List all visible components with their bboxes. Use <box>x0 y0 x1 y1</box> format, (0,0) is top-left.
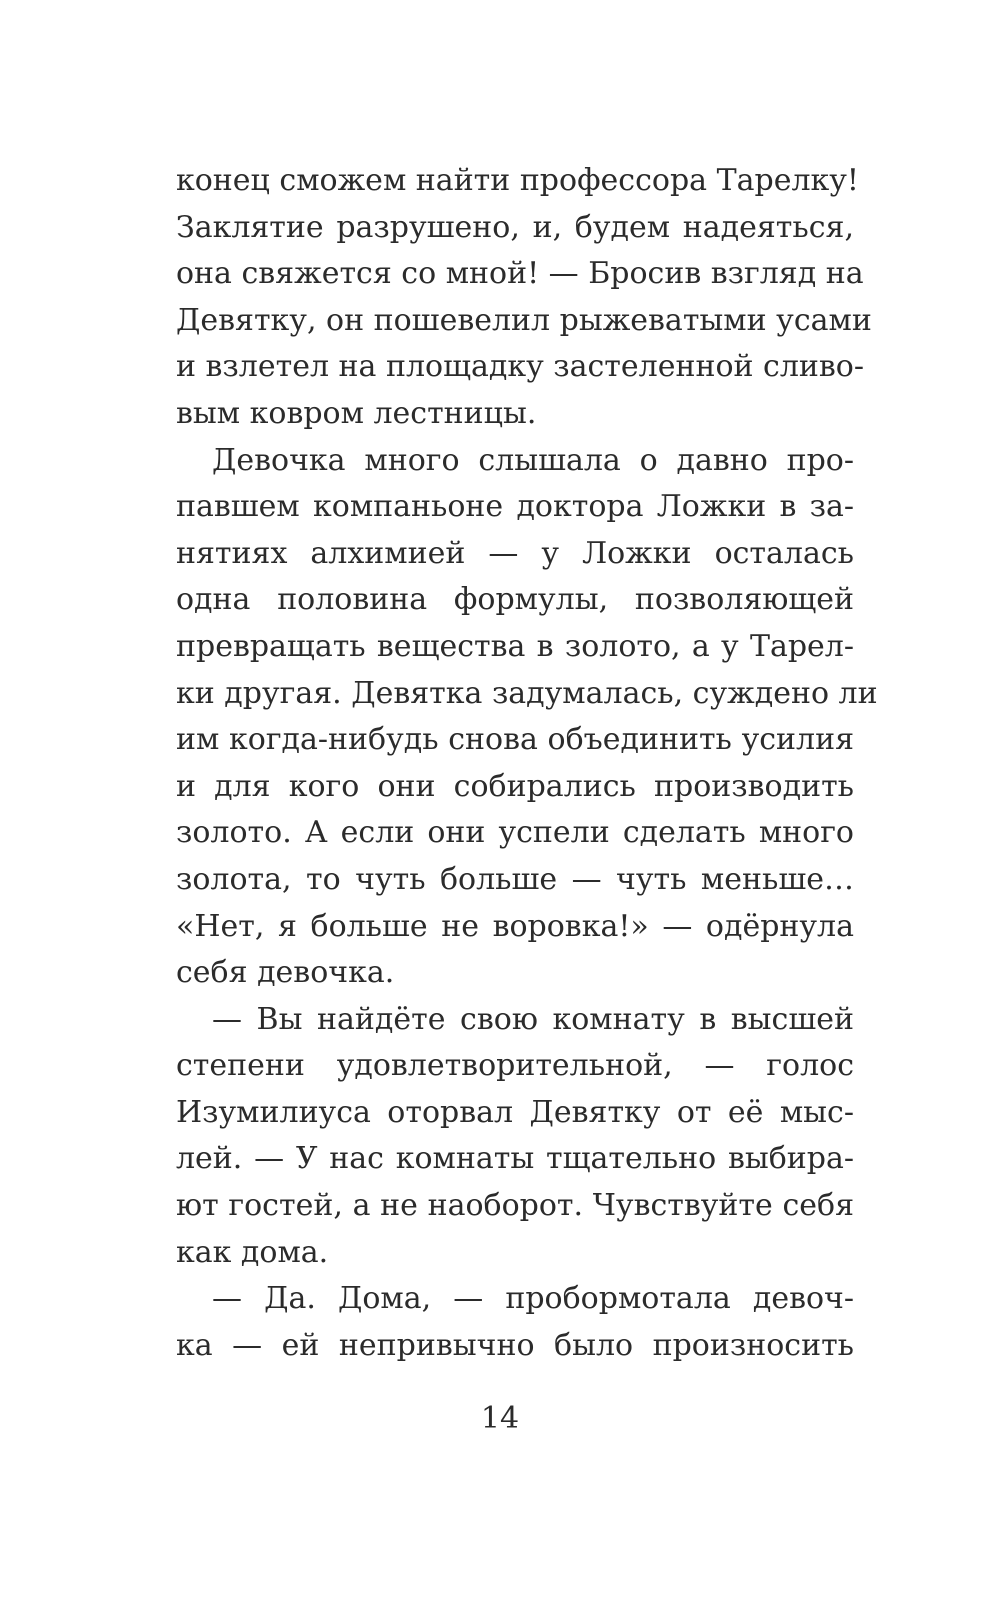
text-line: им когда-нибудь снова объединить усилия <box>176 722 854 758</box>
text-line: и взлетел на площадку застеленной сливо- <box>176 349 864 385</box>
text-line: степени удовлетворительной, — голос <box>176 1048 854 1084</box>
text-line: Изумилиуса оторвал Девятку от её мыс- <box>176 1094 854 1130</box>
text-line: — Вы найдёте свою комнату в высшей <box>212 1001 854 1037</box>
text-line: нятиях алхимией — у Ложки осталась <box>176 535 854 571</box>
text-line: лей. — У нас комнаты тщательно выбира- <box>176 1141 854 1177</box>
paragraph-2 <box>176 438 878 997</box>
text-line: как дома. <box>176 1234 329 1270</box>
text-line: вым ковром лестницы. <box>176 395 537 431</box>
text-line: золото. А если они успели сделать много <box>176 815 854 851</box>
paragraph-4 <box>176 1276 854 1369</box>
text-line: Заклятие разрушено, и, будем надеяться, <box>176 209 854 245</box>
paragraph-1 <box>176 158 872 438</box>
text-line: она свяжется со мной! — Бросив взгляд на <box>176 256 864 292</box>
text-line: превращать вещества в золото, а у Тарел- <box>176 628 854 664</box>
text-line: ки другая. Девятка задумалась, суждено ли <box>176 675 878 711</box>
text-line: павшем компаньоне доктора Ложки в за- <box>176 489 854 525</box>
text-line: ют гостей, а не наоборот. Чувствуйте себя <box>176 1188 854 1224</box>
body-text <box>176 158 878 1369</box>
text-line: Девочка много слышала о давно про- <box>212 442 854 478</box>
page-number: 14 <box>480 1401 520 1436</box>
text-line: себя девочка. <box>176 955 395 991</box>
text-line: и для кого они собирались производить <box>176 768 854 804</box>
text-line: золота, то чуть больше — чуть меньше… <box>176 861 854 897</box>
text-line: — Да. Дома, — пробормотала девоч- <box>212 1281 854 1317</box>
text-line: Девятку, он пошевелил рыжеватыми усами <box>176 302 872 338</box>
text-line: ка — ей непривычно было произносить <box>176 1327 854 1363</box>
text-line: «Нет, я больше не воровка!» — одёрнула <box>176 908 854 944</box>
text-line: конец сможем найти профессора Тарелку! <box>176 163 859 198</box>
text-line: одна половина формулы, позволяющей <box>176 582 854 618</box>
paragraph-3 <box>176 997 854 1277</box>
